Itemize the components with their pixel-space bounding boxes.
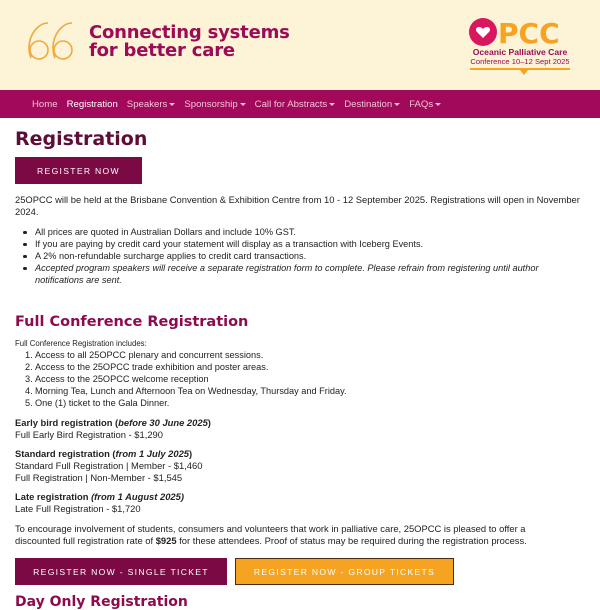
standard-block: Standard registration (from 1 July 2025) Standard Full Registration | Member - $1,460 Full Registration | Non-Member - $1,545 — [15, 448, 203, 483]
caret-down-icon — [169, 103, 175, 106]
day-only-title: Day Only Registration — [15, 594, 188, 610]
inclusions-list — [15, 349, 347, 409]
list-item: 2. Access to the 25OPCC trade exhibition and poster areas. — [25, 362, 269, 372]
register-single-ticket-button[interactable]: REGISTER NOW - SINGLE TICKET — [15, 558, 227, 585]
early-bird-block: Early bird registration (before 30 June 2025) Full Early Bird Registration - $1,290 — [15, 417, 211, 440]
includes-label: Full Conference Registration includes: — [15, 339, 147, 348]
caret-down-icon — [329, 103, 335, 106]
tagline: Connecting systems for better care — [89, 22, 290, 61]
list-item: 1. Access to all 25OPCC plenary and concurrent sessions. — [25, 350, 264, 360]
logo-subtitle: Conference 10–12 Sept 2025 — [470, 57, 570, 66]
svg-text:PCC: PCC — [498, 17, 560, 50]
nav-sponsorship[interactable]: Sponsorship — [184, 99, 245, 110]
nav-registration[interactable]: Registration — [66, 98, 118, 110]
logo-underline-shape — [468, 67, 572, 76]
pricing-notes-list — [15, 226, 585, 286]
main-nav — [0, 90, 600, 118]
register-group-tickets-button[interactable]: REGISTER NOW - GROUP TICKETS — [235, 558, 454, 585]
intro-text: 25OPCC will be held at the Brisbane Convention & Exhibition Centre from 10 - 12 September 2025. Registrations will open in November 2024. — [15, 194, 580, 217]
opcc-logo[interactable] — [464, 16, 576, 78]
page-title: Registration — [15, 128, 148, 150]
nav-home[interactable]: Home — [32, 98, 58, 110]
caret-down-icon — [394, 103, 400, 106]
list-item: Accepted program speakers will receive a separate registration form to complete. Please refrain from registering until author notifications are sent. — [15, 262, 585, 286]
list-item: 5. One (1) ticket to the Gala Dinner. — [25, 398, 170, 408]
list-item: If you are paying by credit card your statement will display as a transaction with Iceberg Events. — [15, 238, 585, 250]
nav-destination[interactable]: Destination — [344, 99, 400, 110]
list-item: 3. Access to the 25OPCC welcome reception — [25, 374, 209, 384]
nav-speakers[interactable]: Speakers — [127, 99, 176, 110]
opcc-logo-mark — [468, 17, 572, 50]
list-item: A 2% non-refundable surcharge applies to credit card transactions. — [15, 250, 585, 262]
logo-title: Oceanic Palliative Care — [472, 47, 568, 57]
quote-icon — [27, 22, 79, 62]
list-item: 4. Morning Tea, Lunch and Afternoon Tea on Wednesday, Thursday and Friday. — [25, 386, 347, 396]
caret-down-icon — [435, 103, 441, 106]
site-header — [0, 0, 600, 90]
nav-faqs[interactable]: FAQs — [409, 99, 441, 110]
full-registration-title: Full Conference Registration — [15, 314, 249, 330]
late-block: Late registration (from 1 August 2025) Late Full Registration - $1,720 — [15, 491, 184, 514]
list-item: All prices are quoted in Australian Dollars and include 10% GST. — [15, 226, 585, 238]
discount-text: To encourage involvement of students, consumers and volunteers that work in palliative care, 25OPCC is pleased to offer a discounted full registration rate of $925 for these attendees. Proof of status may be required during the registration process. — [15, 523, 527, 546]
register-now-button[interactable]: REGISTER NOW — [15, 157, 142, 184]
nav-call-for-abstracts[interactable]: Call for Abstracts — [255, 99, 336, 110]
caret-down-icon — [240, 103, 246, 106]
